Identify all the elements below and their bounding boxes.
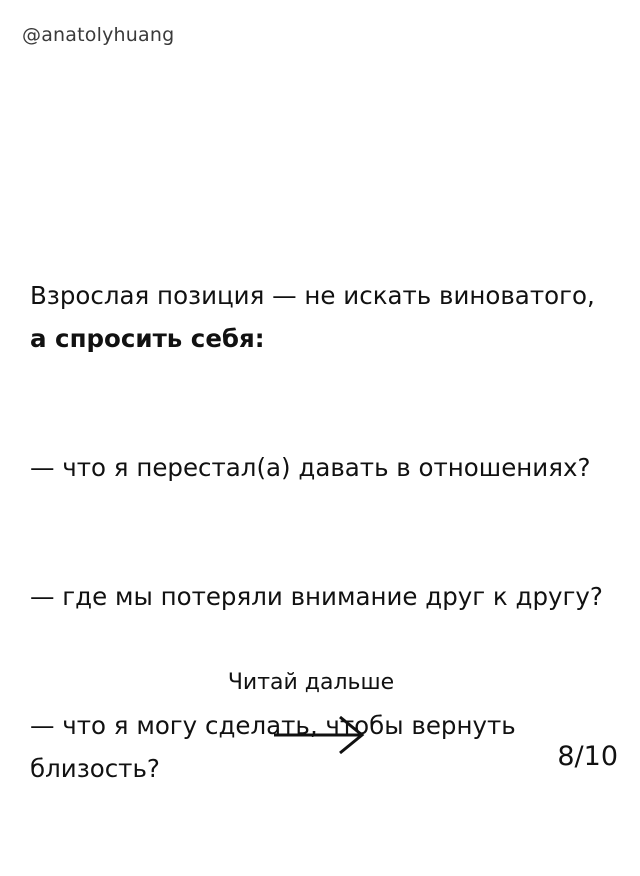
read-more-label: Читай дальше bbox=[227, 670, 395, 695]
slide-body-text bbox=[30, 188, 615, 876]
right-arrow-icon bbox=[272, 712, 367, 758]
body-line-1-text: Взрослая позиция — не искать виноватого, bbox=[30, 281, 603, 310]
author-handle: @anatolyhuang bbox=[22, 24, 175, 46]
page-indicator: 8/10 bbox=[557, 741, 618, 772]
body-paragraph-3: — где мы потеряли внимание друг к другу? bbox=[30, 582, 603, 611]
read-more-label-wrap bbox=[0, 670, 640, 695]
body-paragraph-1 bbox=[30, 274, 615, 360]
body-paragraph-2: — что я перестал(а) давать в отношениях? bbox=[30, 453, 591, 482]
body-line-1-emphasis: а спросить себя: bbox=[30, 324, 265, 353]
body-paragraph-4: — что я могу сделать, чтобы вернуть близость? bbox=[30, 711, 524, 783]
